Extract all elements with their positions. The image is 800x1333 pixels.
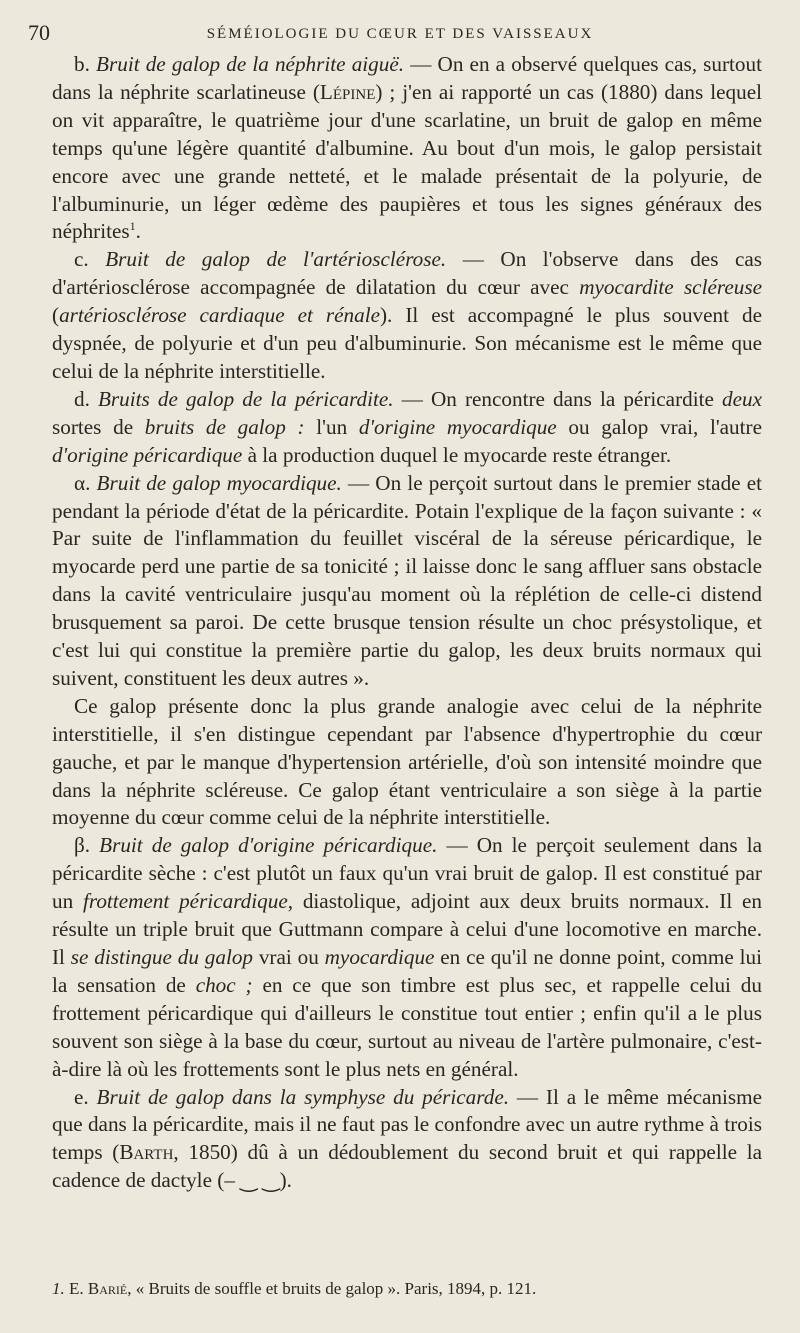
body-text <box>52 51 762 1195</box>
text-run: sortes de <box>52 414 145 439</box>
section-label: α. <box>74 470 91 495</box>
text-run: — On rencontre dans la péricardite <box>393 386 722 411</box>
footnote-ref: 1 <box>129 219 136 234</box>
section-label: d. <box>74 386 90 411</box>
emphasis: d'origine péricardique <box>52 442 243 467</box>
footnote-text: , « Bruits de souffle et bruits de galop ». Paris, 1894, p. 121. <box>127 1279 537 1298</box>
text-run: — Il a le même mécanisme que dans la péricardite, mais il ne faut pas le confondre avec un autre rythme à trois temps ( <box>52 1084 762 1165</box>
section-title: Bruit de galop de la néphrite aiguë. <box>96 52 405 76</box>
text-run: — On l'observe dans des cas d'artériosclérose accompagnée de dilatation du cœur avec <box>52 247 763 300</box>
section-title: Bruit de galop myocardique. <box>96 470 342 495</box>
page-header <box>28 18 772 48</box>
section-label: c. <box>74 247 89 272</box>
page-number: 70 <box>28 20 50 45</box>
emphasis: se distingue du galop <box>70 945 254 969</box>
emphasis: myocardite scléreuse <box>579 275 762 300</box>
text-run: vrai ou <box>253 945 325 969</box>
section-title: Bruits de galop de la péricardite. <box>97 386 394 411</box>
text-run: ou galop vrai, l'autre <box>556 414 762 439</box>
emphasis: d'origine myocardique <box>358 414 557 439</box>
paragraph-c <box>52 246 762 386</box>
text-run: à la production duquel le myocarde reste étranger. <box>242 442 672 467</box>
section-title: Bruit de galop d'origine péricardique. <box>99 833 438 858</box>
emphasis: choc ; <box>195 972 253 997</box>
author-name: Lépine <box>319 79 376 104</box>
text-run: , diastolique, adjoint aux deux bruits normaux. Il en résulte un triple bruit que Guttmann compare à celui d'une locomotive en marche. Il <box>52 889 763 969</box>
text-run: . <box>135 219 141 244</box>
emphasis: frottement péricardique <box>82 889 288 914</box>
section-label: β. <box>74 833 91 858</box>
text-run: en ce que son timbre est plus sec, et rappelle celui du frottement péricardique qui d'ailleurs le constitue tout entier ; enfin qu'il a le plus souvent son siège à la base du cœur, surtout au niveau de l'artère pulmonaire, c'est-à-dire là où les frottements sont le plus nets en général. <box>52 972 762 1081</box>
section-title: Bruit de galop dans la symphyse du péricarde. <box>96 1084 510 1109</box>
paragraph-b <box>52 51 762 246</box>
section-label: e. <box>74 1084 89 1109</box>
text-run: ) ; j'en ai rapporté un cas (1880) dans lequel on vit apparaître, le quatrième jour d'une scarlatine, un bruit de galop en même temps qu'une légère quantité d'albumine. Au bout d'un mois, le galop persistait encore avec une grande netteté, et le malade présentait de la polyurie, de l'albuminurie, un léger œdème des paupières et tous les signes généraux des néphrites <box>52 79 762 244</box>
emphasis: bruits de galop : <box>144 414 305 439</box>
paragraph-analogy: Ce galop présente donc la plus grande analogie avec celui de la néphrite interstitielle, il s'en distingue cependant par l'absence d'hypertrophie du cœur gauche, et par le manque d'hypertension artérielle, d'où son intensité moindre que dans la néphrite scléreuse. Ce galop étant ventriculaire a son siège à la partie moyenne du cœur comme celui de la néphrite interstitielle. <box>52 693 762 830</box>
paragraph-e <box>52 1084 762 1196</box>
text-run: ). Il est accompagné le plus souvent de dyspnée, de polyurie et d'un peu d'albuminurie. Son mécanisme est le même que celui de la néphrite interstitielle. <box>52 303 762 383</box>
author-name: Barth <box>119 1140 174 1165</box>
text-run: , 1850) dû à un dédoublement du second bruit et qui rappelle la cadence de dactyle (– ‿ ‿). <box>52 1140 762 1193</box>
footnote-author: E. Barié <box>69 1279 128 1298</box>
emphasis: myocardique <box>324 945 435 969</box>
text-run: l'un <box>304 414 359 439</box>
footnote <box>52 1278 762 1300</box>
section-title: Bruit de galop de l'artériosclérose. <box>105 247 447 272</box>
section-label: b. <box>74 52 90 76</box>
paragraph-d <box>52 386 762 470</box>
emphasis: artériosclérose cardiaque et rénale <box>59 303 380 328</box>
running-head: SÉMÉIOLOGIE DU CŒUR ET DES VAISSEAUX <box>206 26 594 42</box>
text-run: — On le perçoit surtout dans le premier stade et pendant la période d'état de la péricardite. Potain l'explique de la façon suivante : « Par suite de l'inflammation du feuillet viscéral de la séreuse péricardique, le myocarde perd une partie de sa tonicité ; il laisse donc le sang affluer sans obstacle dans la cavité ventriculaire jusqu'au moment où la réplétion de celle-ci distend brusquement sa paroi. De cette brusque tension résulte un choc présystolique, et c'est lui qui constitue la première partie du galop, les deux bruits normaux qui suivent, constituent les deux autres ». <box>52 470 762 690</box>
text-run: — On le perçoit seulement dans la péricardite sèche : c'est plutôt un faux qu'un vrai bruit de galop. Il est constitué par un <box>52 833 762 914</box>
text-run: en ce qu'il ne donne point, comme lui la sensation de <box>52 945 762 997</box>
emphasis: deux <box>722 386 762 411</box>
text-run: ( <box>52 303 60 328</box>
text-run: — On en a observé quelques cas, surtout dans la néphrite scarlatineuse ( <box>52 52 762 104</box>
paragraph-beta <box>52 832 762 1083</box>
paragraph-alpha <box>52 470 762 693</box>
footnote-mark: 1. <box>52 1279 65 1298</box>
